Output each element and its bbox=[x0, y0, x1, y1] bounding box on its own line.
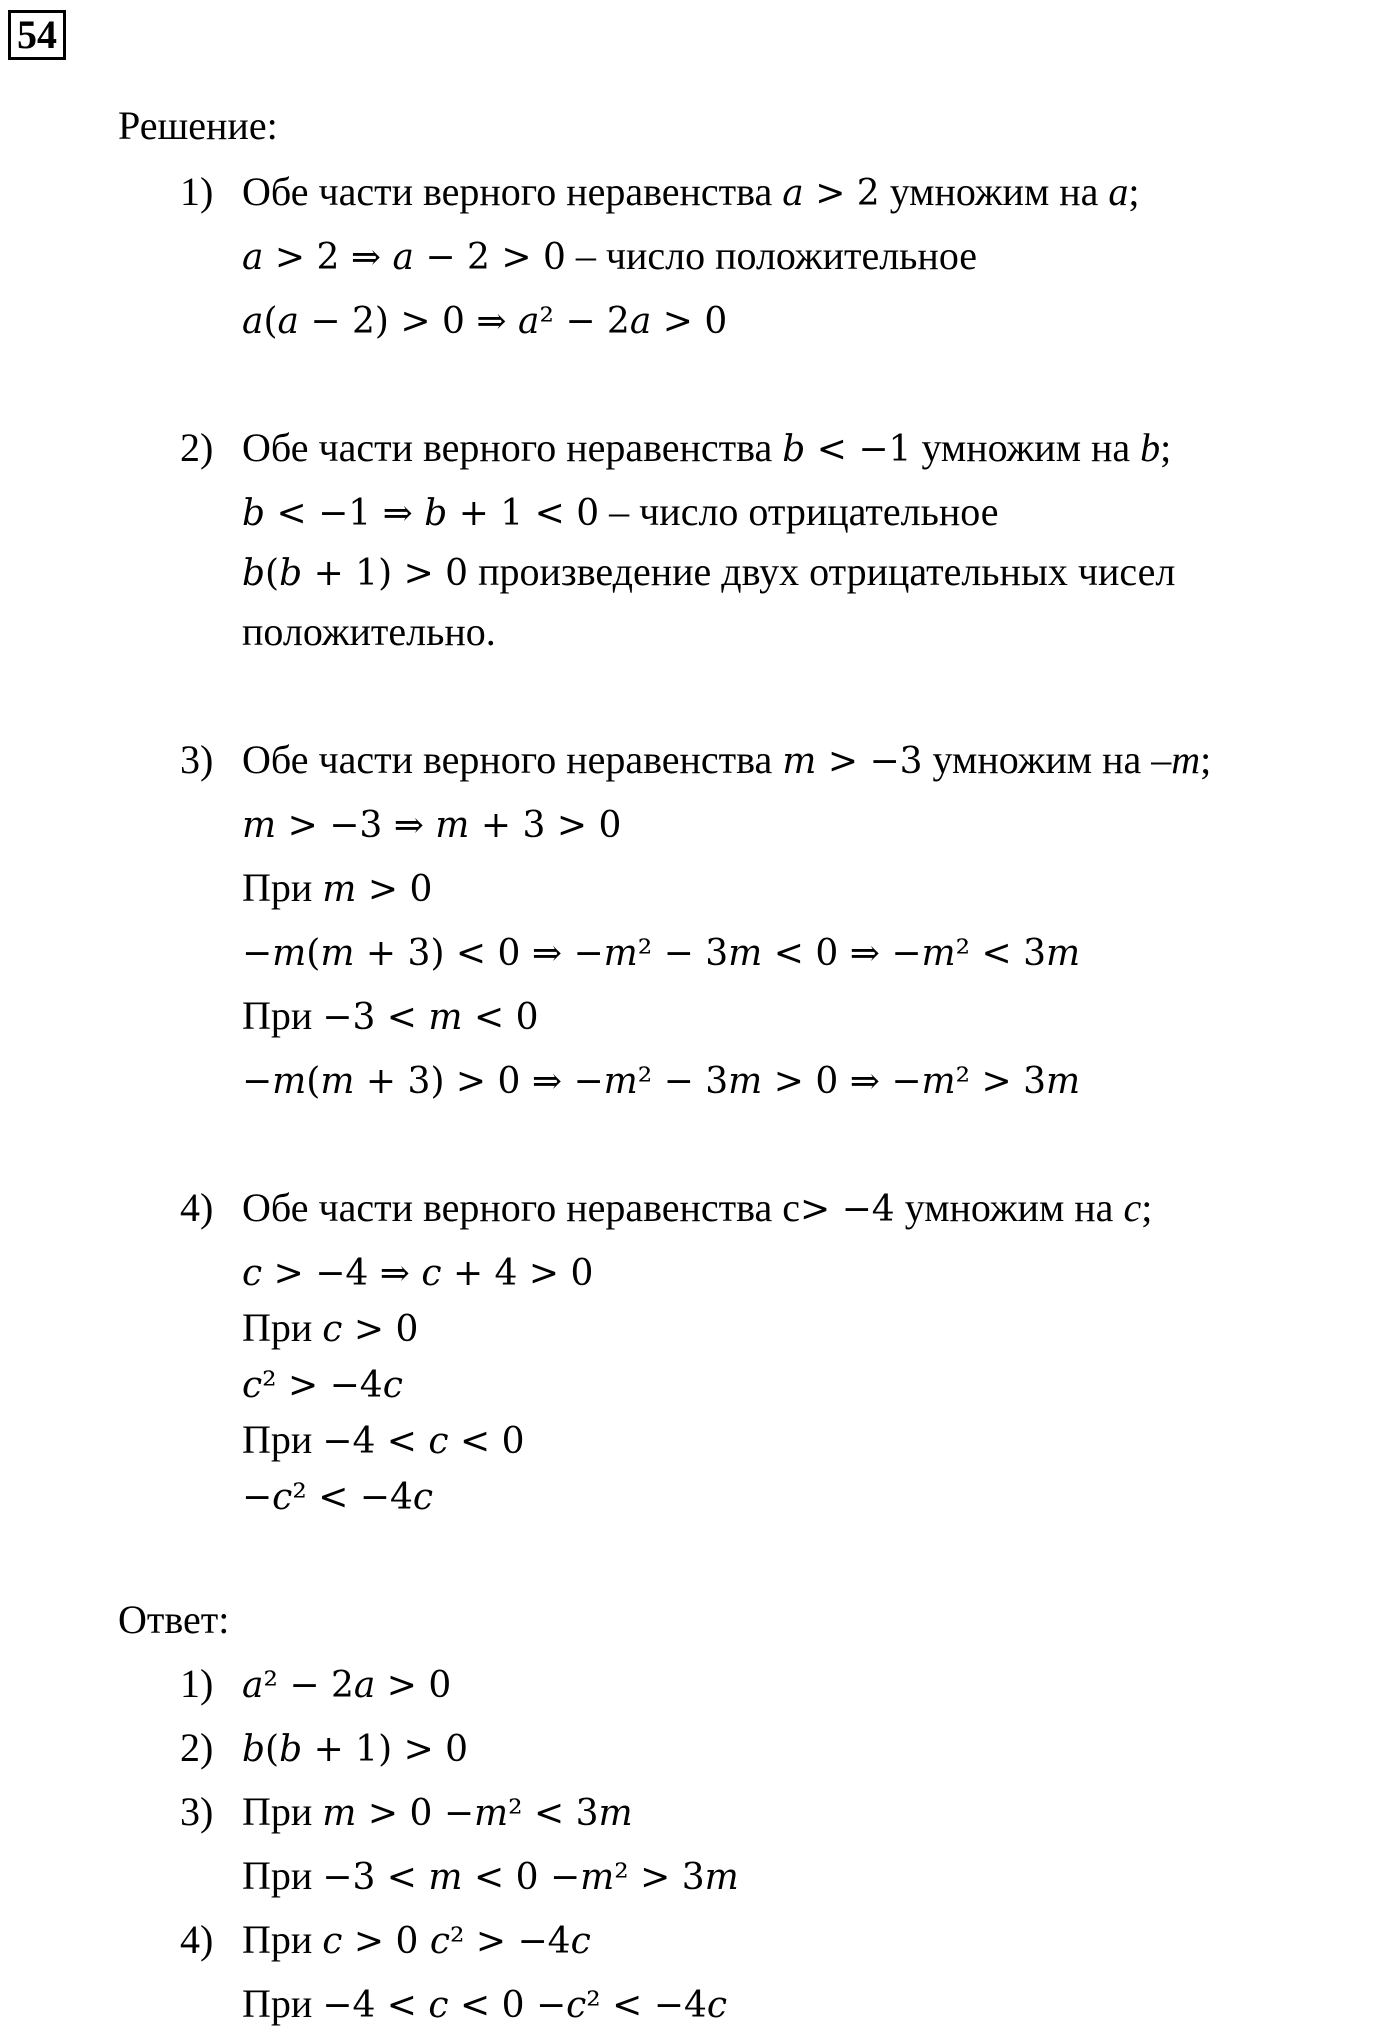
text-segment: Обе части верного неравенства bbox=[242, 169, 783, 214]
math-expression: 𝑏(𝑏 + 1) > 0 bbox=[242, 1729, 469, 1770]
solution-item-4-number: 4) bbox=[180, 1185, 214, 1230]
text-segment: Обе части верного неравенства с bbox=[242, 1185, 801, 1230]
solution-item-2-line bbox=[242, 608, 496, 656]
text-segment: ; bbox=[1160, 425, 1172, 470]
solution-item-2-line bbox=[242, 424, 1171, 474]
text-segment: умножим на bbox=[879, 169, 1109, 214]
text-segment: умножим на bbox=[894, 1185, 1124, 1230]
answer-item-4-line bbox=[242, 1916, 591, 1966]
math-expression: 𝑚 > 0 −𝑚² < 3𝑚 bbox=[322, 1793, 633, 1834]
solution-item-4-line bbox=[242, 1248, 593, 1298]
math-expression: 𝑏 < −1 ⇒ 𝑏 + 1 < 0 bbox=[242, 493, 600, 534]
solution-heading: Решение: bbox=[118, 103, 278, 148]
text-segment: При bbox=[242, 993, 323, 1038]
answer-item-1-line bbox=[242, 1660, 451, 1710]
text-segment: Обе части верного неравенства bbox=[242, 737, 783, 782]
math-expression: 𝑐 > −4 ⇒ 𝑐 + 4 > 0 bbox=[242, 1253, 594, 1294]
answer-heading: Ответ: bbox=[118, 1597, 230, 1642]
math-expression: −𝑚(𝑚 + 3) > 0 ⇒ −𝑚² − 3𝑚 > 0 ⇒ −𝑚² > 3𝑚 bbox=[242, 1061, 1081, 1102]
answer-item-4-line bbox=[242, 1980, 727, 2030]
math-expression: −𝑚(𝑚 + 3) < 0 ⇒ −𝑚² − 3𝑚 < 0 ⇒ −𝑚² < 3𝑚 bbox=[242, 933, 1081, 974]
solution-item-3-number: 3) bbox=[180, 737, 214, 782]
math-expression: −4 < 𝑐 < 0 bbox=[322, 1421, 525, 1462]
math-expression: 𝑚 > 0 bbox=[322, 869, 433, 910]
math-expression: 𝑐 > 0 bbox=[322, 1309, 419, 1350]
math-expression: 𝑐 > 0 𝑐² > −4𝑐 bbox=[322, 1921, 591, 1962]
solution-item-1-line bbox=[242, 232, 977, 282]
answer-item-2-line bbox=[242, 1724, 468, 1774]
text-segment: ; bbox=[1141, 1185, 1153, 1230]
math-expression: > −4 bbox=[800, 1189, 895, 1230]
answer-item-4-number: 4) bbox=[180, 1917, 214, 1962]
text-segment: ; bbox=[1200, 737, 1212, 782]
text-segment: ; bbox=[1128, 169, 1140, 214]
text-segment: произведение двух отрицательных чисел bbox=[468, 549, 1176, 594]
math-expression: 𝑏(𝑏 + 1) > 0 bbox=[242, 553, 469, 594]
solution-item-3-line bbox=[242, 928, 1080, 978]
text-segment: При bbox=[242, 1853, 323, 1898]
text-segment: умножим на bbox=[911, 425, 1141, 470]
italic-variable: a bbox=[1108, 169, 1129, 214]
solution-item-2-line bbox=[242, 548, 1175, 598]
solution-item-4-line bbox=[242, 1304, 418, 1354]
text-segment: При bbox=[242, 865, 323, 910]
solution-item-4-line bbox=[242, 1184, 1152, 1234]
math-expression: −3 < 𝑚 < 0 bbox=[322, 997, 539, 1038]
answer-item-3-number: 3) bbox=[180, 1789, 214, 1834]
text-segment: умножим на bbox=[922, 737, 1152, 782]
math-expression: −4 < 𝑐 < 0 −𝑐² < −4𝑐 bbox=[322, 1985, 728, 2026]
text-segment: При bbox=[242, 1305, 323, 1350]
math-expression: 𝑎 > 2 bbox=[782, 173, 880, 214]
text-segment: – число положительное bbox=[565, 233, 978, 278]
text-segment: положительно. bbox=[242, 609, 496, 654]
answer-item-2-number: 2) bbox=[180, 1725, 214, 1770]
solution-item-3-line bbox=[242, 864, 432, 914]
math-expression: −𝑐² < −4𝑐 bbox=[242, 1477, 434, 1518]
solution-item-2-line bbox=[242, 488, 998, 538]
answer-item-3-line bbox=[242, 1788, 633, 1838]
math-expression: 𝑐² > −4𝑐 bbox=[242, 1365, 403, 1406]
italic-variable: –m bbox=[1151, 737, 1201, 782]
math-expression: −3 < 𝑚 < 0 −𝑚² > 3𝑚 bbox=[322, 1857, 739, 1898]
text-segment: При bbox=[242, 1789, 323, 1834]
solution-item-4-line bbox=[242, 1472, 433, 1522]
task-number: 54 bbox=[8, 10, 66, 60]
solution-item-1-line bbox=[242, 296, 727, 346]
solution-item-1-line bbox=[242, 168, 1140, 218]
math-expression: 𝑚 > −3 ⇒ 𝑚 + 3 > 0 bbox=[242, 805, 622, 846]
text-segment: При bbox=[242, 1917, 323, 1962]
math-expression: 𝑎 > 2 ⇒ 𝑎 − 2 > 0 bbox=[242, 237, 566, 278]
solution-item-3-line bbox=[242, 800, 621, 850]
text-segment: Обе части верного неравенства bbox=[242, 425, 783, 470]
solution-item-1-number: 1) bbox=[180, 169, 214, 214]
answer-item-1-number: 1) bbox=[180, 1661, 214, 1706]
math-expression: 𝑚 > −3 bbox=[782, 741, 923, 782]
math-expression: 𝑎(𝑎 − 2) > 0 ⇒ 𝑎² − 2𝑎 > 0 bbox=[242, 301, 728, 342]
math-expression: 𝑎² − 2𝑎 > 0 bbox=[242, 1665, 452, 1706]
text-segment: При bbox=[242, 1417, 323, 1462]
solution-item-2-number: 2) bbox=[180, 425, 214, 470]
italic-variable: b bbox=[1140, 425, 1161, 470]
text-segment: При bbox=[242, 1981, 323, 2026]
math-expression: 𝑏 < −1 bbox=[782, 429, 912, 470]
italic-variable: c bbox=[1123, 1185, 1142, 1230]
text-segment: – число отрицательное bbox=[599, 489, 999, 534]
solution-item-3-line bbox=[242, 992, 539, 1042]
solution-item-4-line bbox=[242, 1360, 403, 1410]
answer-item-3-line bbox=[242, 1852, 739, 1902]
solution-item-3-line bbox=[242, 736, 1211, 786]
solution-item-3-line bbox=[242, 1056, 1080, 1106]
solution-item-4-line bbox=[242, 1416, 525, 1466]
